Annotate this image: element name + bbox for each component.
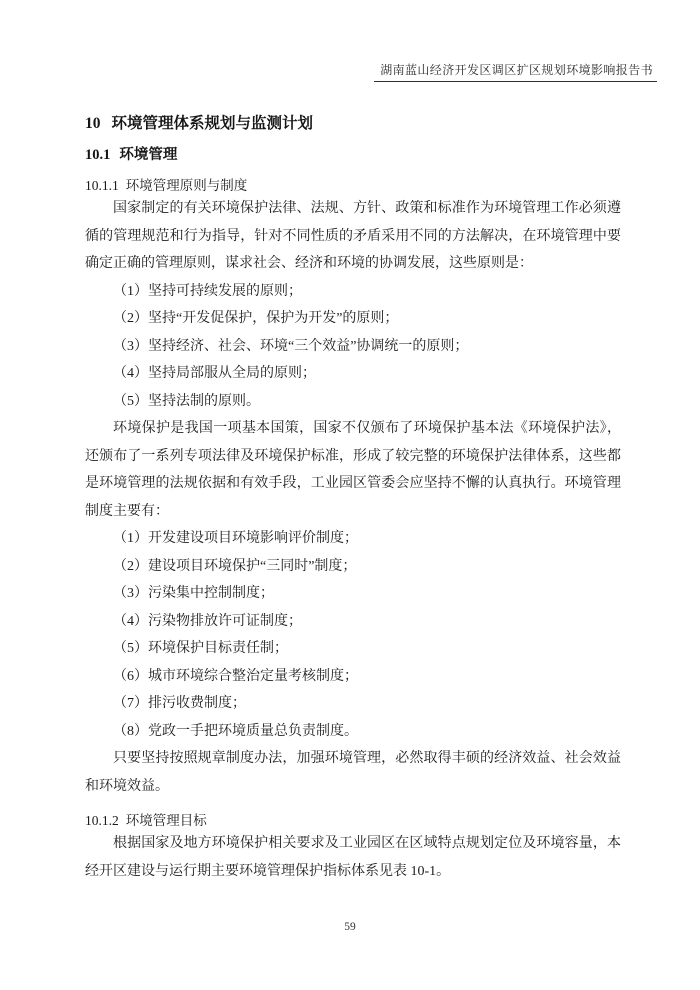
list-item: （1）开发建设项目环境影响评价制度； xyxy=(113,531,358,546)
subsection-title: 环境管理目标 xyxy=(125,813,207,828)
chapter-heading xyxy=(85,114,621,134)
list-item: （2）坚持“开发促保护，保护为开发”的原则； xyxy=(113,311,399,326)
list-item: （5）环境保护目标责任制； xyxy=(113,641,288,656)
page-number: 59 xyxy=(344,921,356,933)
list-item: （6）城市环境综合整治定量考核制度； xyxy=(113,668,358,684)
subsection-number: 10.1.2 xyxy=(85,813,119,828)
list-item: （4）污染物排放许可证制度； xyxy=(113,613,302,629)
paragraph-benefits-conclusion: 只要坚持按照规章制度办法，加强环境管理，必然取得丰硕的经济效益、社会效益和环境效益。 xyxy=(85,751,621,794)
paragraph-management-principles-intro: 国家制定的有关环境保护法律、法规、方针、政策和标准作为环境管理工作必须遵循的管理规范和行为指导，针对不同性质的矛盾采用不同的方法解决，在环境管理中要确定正确的管理原则，谋求社会、经济和环境的协调发展，这些原则是： xyxy=(85,201,621,271)
section-title: 环境管理 xyxy=(119,147,178,163)
list-item: （8）党政一手把环境质量总负责制度。 xyxy=(113,723,358,739)
subsection-title: 环境管理原则与制度 xyxy=(125,178,248,193)
principles-list xyxy=(85,278,621,416)
subsection-number: 10.1.1 xyxy=(85,178,119,193)
list-item: （3）坚持经济、社会、环境“三个效益”协调统一的原则； xyxy=(113,338,469,354)
management-systems-list xyxy=(85,525,621,745)
subsection-heading-10-1-2 xyxy=(85,812,621,830)
list-item: （5）坚持法制的原则。 xyxy=(113,393,260,409)
list-item: （2）建设项目环境保护“三同时”制度； xyxy=(113,558,357,574)
list-item: （3）污染集中控制制度； xyxy=(113,586,274,601)
document-body xyxy=(85,114,621,885)
section-number: 10.1 xyxy=(85,147,111,163)
chapter-number: 10 xyxy=(85,115,101,132)
report-title-header: 湖南蓝山经济开发区调区扩区规划环境影响报告书 xyxy=(374,61,657,82)
list-item: （1）坚持可持续发展的原则； xyxy=(113,283,302,299)
list-item: （4）坚持局部服从全局的原则； xyxy=(113,366,316,381)
chapter-title: 环境管理体系规划与监测计划 xyxy=(111,115,314,132)
section-heading xyxy=(85,146,621,165)
paragraph-management-targets: 根据国家及地方环境保护相关要求及工业园区在区域特点规划定位及环境容量，本经开区建设与运行期主要环境管理保护指标体系见表 10-1。 xyxy=(85,836,621,879)
subsection-heading-10-1-1 xyxy=(85,177,621,195)
paragraph-environmental-law-systems-intro: 环境保护是我国一项基本国策，国家不仅颁布了环境保护基本法《环境保护法》，还颁布了一系列专项法律及环境保护标准，形成了较完整的环境保护法律体系，这些都是环境管理的法规依据和有效手段，工业园区管委会应坚持不懈的认真执行。环境管理制度主要有： xyxy=(85,421,621,519)
list-item: （7）排污收费制度； xyxy=(113,696,246,711)
